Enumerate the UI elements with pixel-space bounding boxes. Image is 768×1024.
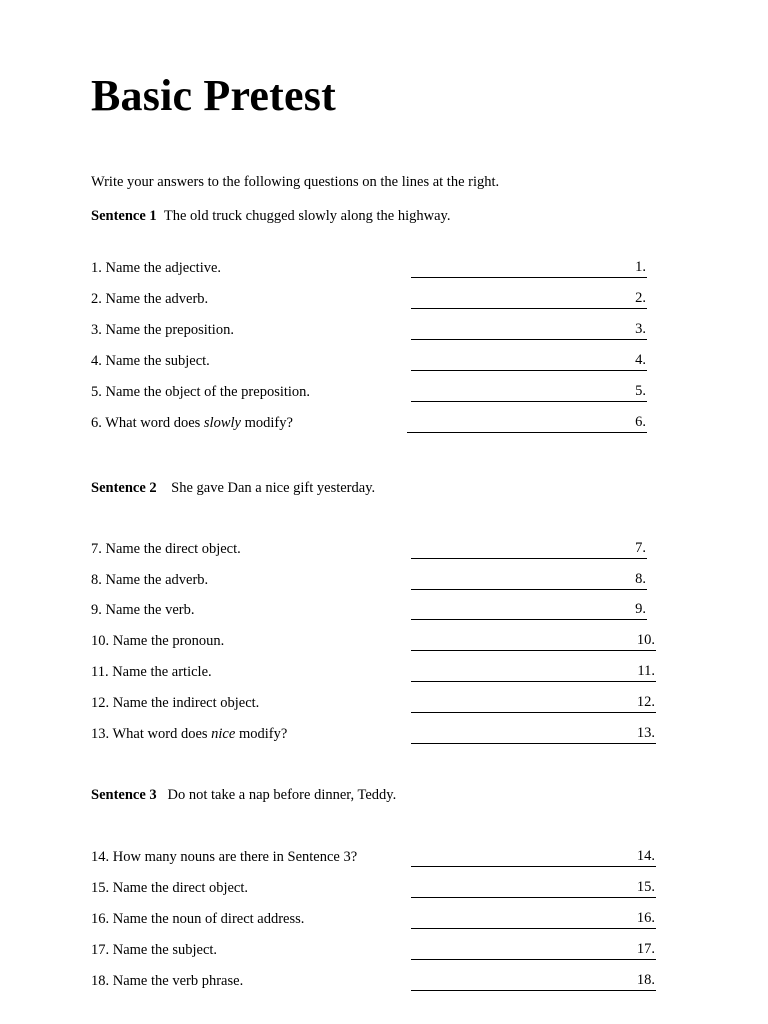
question-text bbox=[91, 322, 234, 339]
question-text bbox=[91, 911, 304, 928]
answer-line[interactable] bbox=[411, 571, 647, 590]
question-emphasis: slowly bbox=[203, 415, 241, 431]
answer-line[interactable] bbox=[411, 632, 656, 651]
answer-number: 17. bbox=[636, 941, 655, 957]
question-text bbox=[91, 633, 224, 650]
sentence-label: Sentence 1 bbox=[91, 208, 157, 224]
question-text-part: 3. Name the preposition. bbox=[91, 322, 234, 338]
question-text bbox=[91, 973, 243, 990]
question-text bbox=[91, 664, 212, 681]
question-text bbox=[91, 353, 210, 370]
answer-number: 5. bbox=[635, 383, 646, 399]
answer-line[interactable] bbox=[411, 910, 656, 929]
answer-line[interactable] bbox=[411, 694, 656, 713]
answer-line[interactable] bbox=[411, 321, 647, 340]
sentence-label: Sentence 3 bbox=[91, 787, 157, 803]
answer-line[interactable] bbox=[411, 972, 656, 991]
answer-number: 14. bbox=[636, 848, 655, 864]
answer-number: 9. bbox=[635, 601, 646, 617]
question-text-part: 2. Name the adverb. bbox=[91, 291, 209, 307]
answer-number: 12. bbox=[636, 694, 655, 710]
sentence-3 bbox=[91, 787, 396, 804]
answer-number: 4. bbox=[635, 352, 646, 368]
answer-line[interactable] bbox=[411, 663, 656, 682]
sentence-text: She gave Dan a nice gift yesterday. bbox=[171, 480, 376, 496]
answer-number: 1. bbox=[635, 259, 646, 275]
question-text bbox=[91, 541, 241, 558]
question-text bbox=[91, 291, 208, 308]
instructions: Write your answers to the following questions on the lines at the right. bbox=[91, 174, 500, 190]
question-text bbox=[91, 849, 357, 866]
question-text-part: 7. Name the direct object. bbox=[91, 541, 241, 557]
question-text-part: 18. Name the verb phrase. bbox=[91, 973, 244, 989]
answer-number: 6. bbox=[635, 414, 646, 430]
answer-number: 7. bbox=[635, 540, 646, 556]
question-text-part: modify? bbox=[235, 726, 288, 742]
question-text-part: 15. Name the direct object. bbox=[91, 880, 249, 896]
answer-number: 18. bbox=[636, 972, 655, 988]
answer-line[interactable] bbox=[411, 879, 656, 898]
answer-line[interactable] bbox=[411, 259, 647, 278]
question-text bbox=[91, 726, 287, 743]
answer-number: 8. bbox=[635, 571, 646, 587]
sentence-1 bbox=[91, 208, 450, 225]
answer-number: 11. bbox=[637, 663, 655, 679]
question-text bbox=[91, 695, 259, 712]
question-text-part: 11. Name the article. bbox=[91, 664, 212, 680]
answer-number: 2. bbox=[635, 290, 646, 306]
question-text-part: 9. Name the verb. bbox=[91, 602, 195, 618]
sentence-label: Sentence 2 bbox=[91, 480, 157, 496]
question-text-part: modify? bbox=[240, 415, 293, 431]
question-text-part: 16. Name the noun of direct address. bbox=[91, 911, 305, 927]
sentence-text: Do not take a nap before dinner, Teddy. bbox=[167, 787, 397, 803]
answer-line[interactable] bbox=[411, 540, 647, 559]
question-text-part: 5. Name the object of the preposition. bbox=[91, 384, 311, 400]
question-text-part: 17. Name the subject. bbox=[91, 942, 218, 958]
question-text-part: 8. Name the adverb. bbox=[91, 572, 209, 588]
question-text bbox=[91, 880, 248, 897]
answer-number: 16. bbox=[636, 910, 655, 926]
question-text-part: 13. What word does bbox=[91, 726, 212, 742]
question-text bbox=[91, 260, 221, 277]
question-text-part: 14. How many nouns are there in Sentence 3? bbox=[91, 849, 358, 865]
answer-line[interactable] bbox=[411, 848, 656, 867]
answer-number: 15. bbox=[636, 879, 655, 895]
question-text bbox=[91, 384, 310, 401]
question-text bbox=[91, 602, 194, 619]
answer-line[interactable] bbox=[411, 941, 656, 960]
answer-number: 10. bbox=[636, 632, 655, 648]
question-text-part: 4. Name the subject. bbox=[91, 353, 210, 369]
answer-number: 3. bbox=[635, 321, 646, 337]
answer-number: 13. bbox=[636, 725, 655, 741]
answer-line[interactable] bbox=[411, 290, 647, 309]
question-text bbox=[91, 942, 217, 959]
question-text bbox=[91, 572, 208, 589]
question-text-part: 12. Name the indirect object. bbox=[91, 695, 260, 711]
answer-line[interactable] bbox=[411, 352, 647, 371]
question-text bbox=[91, 415, 293, 432]
sentence-text: The old truck chugged slowly along the highway. bbox=[163, 208, 451, 224]
question-emphasis: nice bbox=[211, 726, 236, 742]
answer-line[interactable] bbox=[411, 383, 647, 402]
question-text-part: 1. Name the adjective. bbox=[91, 260, 222, 276]
answer-line[interactable] bbox=[411, 601, 647, 620]
answer-line[interactable] bbox=[407, 414, 647, 433]
question-text-part: 6. What word does bbox=[91, 415, 204, 431]
page-title: Basic Pretest bbox=[91, 71, 336, 120]
question-text-part: 10. Name the pronoun. bbox=[91, 633, 225, 649]
sentence-2 bbox=[91, 480, 375, 497]
answer-line[interactable] bbox=[411, 725, 656, 744]
